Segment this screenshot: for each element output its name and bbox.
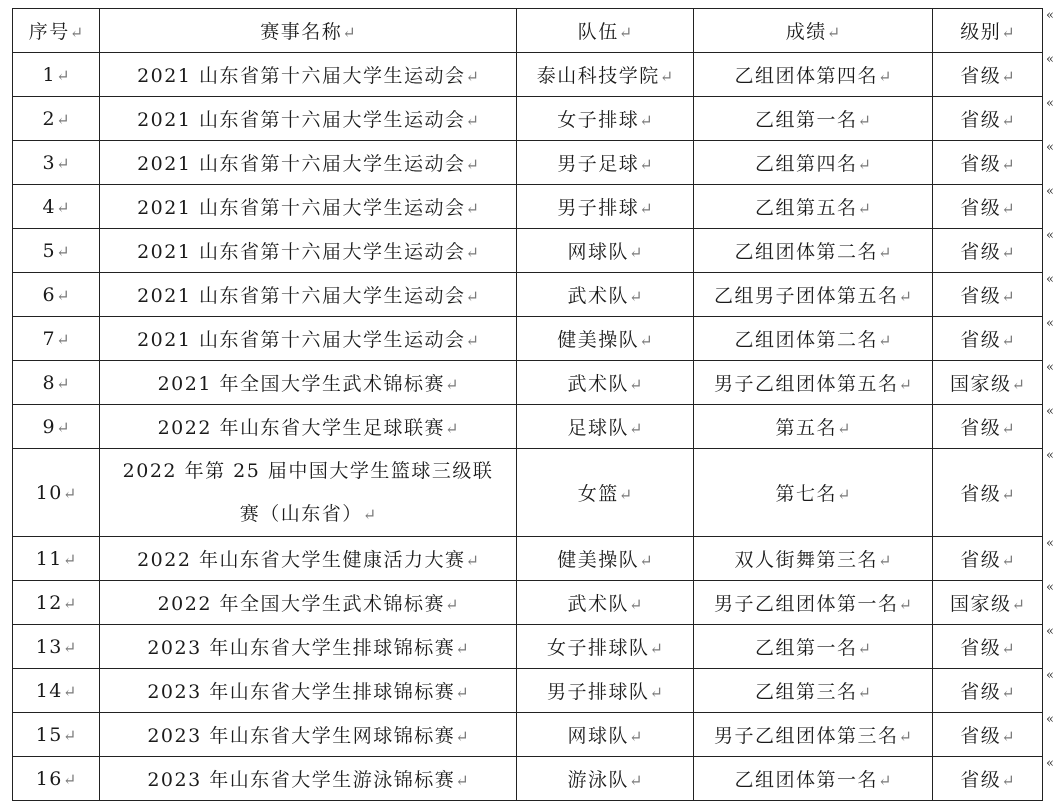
cell-team-text: 健美操队 [557, 549, 640, 571]
margin-mark-icon: « [1046, 52, 1054, 67]
paragraph-mark-icon: ↵ [465, 243, 479, 262]
paragraph-mark-icon: ↵ [362, 504, 377, 524]
cell-event-name [100, 449, 517, 537]
paragraph-mark-icon: ↵ [455, 727, 469, 746]
paragraph-mark-icon: ↵ [1001, 23, 1015, 42]
paragraph-mark-icon: ↵ [465, 199, 479, 218]
paragraph-mark-icon: ↵ [56, 197, 70, 217]
paragraph-mark-icon: ↵ [445, 419, 459, 438]
cell-result-text: 第五名 [775, 417, 838, 439]
cell-index [13, 581, 100, 625]
paragraph-mark-icon: ↵ [857, 199, 871, 218]
header-index [13, 9, 100, 53]
cell-level [933, 317, 1043, 361]
cell-level [933, 581, 1043, 625]
cell-event-name-text: 2022 年第 25 届中国大学生篮球三级联赛（山东省） [122, 459, 494, 525]
cell-level-text: 省级 [960, 483, 1002, 505]
cell-index-text: 12 [35, 591, 63, 614]
table-row [13, 625, 1043, 669]
paragraph-mark-icon: ↵ [618, 23, 633, 42]
cell-level-text: 省级 [960, 681, 1002, 703]
table-row [13, 273, 1043, 317]
cell-level [933, 141, 1043, 185]
paragraph-mark-icon: ↵ [56, 241, 70, 261]
paragraph-mark-icon: ↵ [639, 111, 653, 130]
cell-index [13, 141, 100, 185]
table-row [13, 449, 1043, 537]
margin-mark-icon: « [1046, 624, 1054, 639]
cell-level-text: 省级 [960, 725, 1002, 747]
header-team-text: 队伍 [577, 21, 619, 43]
table-row [13, 669, 1043, 713]
margin-mark-icon: « [1046, 360, 1054, 375]
cell-event-name [100, 229, 517, 273]
cell-level-text: 省级 [960, 197, 1002, 219]
paragraph-mark-icon: ↵ [62, 681, 77, 701]
paragraph-mark-icon: ↵ [1001, 485, 1015, 504]
cell-team [517, 625, 694, 669]
cell-result-text: 乙组团体第二名 [734, 241, 879, 263]
cell-level [933, 449, 1043, 537]
table-row [13, 53, 1043, 97]
cell-level [933, 757, 1043, 801]
cell-level [933, 273, 1043, 317]
paragraph-mark-icon: ↵ [878, 243, 892, 262]
cell-index [13, 669, 100, 713]
cell-level-text: 省级 [960, 329, 1002, 351]
paragraph-mark-icon: ↵ [1001, 771, 1015, 790]
cell-event-name-text: 2022 年山东省大学生足球联赛 [157, 417, 445, 439]
cell-team-text: 网球队 [567, 725, 630, 747]
table-row [13, 317, 1043, 361]
paragraph-mark-icon: ↵ [659, 67, 674, 86]
paragraph-mark-icon: ↵ [62, 483, 77, 503]
cell-team-text: 足球队 [567, 417, 630, 439]
paragraph-mark-icon: ↵ [878, 771, 892, 790]
paragraph-mark-icon: ↵ [1011, 375, 1025, 394]
paragraph-mark-icon: ↵ [342, 23, 356, 42]
cell-team-text: 男子排球 [557, 197, 640, 219]
paragraph-mark-icon: ↵ [837, 419, 851, 438]
paragraph-mark-icon: ↵ [629, 287, 643, 306]
cell-result-text: 男子乙组团体第一名 [714, 593, 899, 615]
paragraph-mark-icon: ↵ [1001, 639, 1015, 658]
paragraph-mark-icon: ↵ [878, 331, 892, 350]
cell-index [13, 757, 100, 801]
cell-team-text: 网球队 [567, 241, 630, 263]
paragraph-mark-icon: ↵ [56, 109, 70, 129]
cell-index [13, 229, 100, 273]
cell-event-name [100, 185, 517, 229]
cell-team-text: 男子足球 [557, 153, 640, 175]
cell-result [694, 53, 933, 97]
cell-level [933, 185, 1043, 229]
cell-index-text: 5 [42, 239, 57, 262]
competition-results-table [12, 8, 1043, 801]
cell-team [517, 273, 694, 317]
cell-result [694, 317, 933, 361]
cell-index [13, 185, 100, 229]
paragraph-mark-icon: ↵ [62, 725, 77, 745]
paragraph-mark-icon: ↵ [56, 329, 70, 349]
paragraph-mark-icon: ↵ [1001, 155, 1015, 174]
paragraph-mark-icon: ↵ [56, 65, 70, 85]
paragraph-mark-icon: ↵ [618, 485, 633, 504]
paragraph-mark-icon: ↵ [649, 683, 663, 702]
table-row [13, 581, 1043, 625]
cell-index [13, 317, 100, 361]
paragraph-mark-icon: ↵ [1001, 199, 1015, 218]
cell-event-name [100, 713, 517, 757]
cell-level-text: 省级 [960, 285, 1002, 307]
cell-team [517, 537, 694, 581]
cell-team-text: 武术队 [567, 593, 630, 615]
cell-team-text: 女篮 [577, 483, 619, 505]
paragraph-mark-icon: ↵ [629, 595, 643, 614]
cell-event-name-text: 2022 年全国大学生武术锦标赛 [157, 593, 445, 615]
cell-level [933, 669, 1043, 713]
cell-team [517, 449, 694, 537]
cell-level-text: 省级 [960, 549, 1002, 571]
paragraph-mark-icon: ↵ [455, 683, 469, 702]
cell-level [933, 53, 1043, 97]
header-event-name [100, 9, 517, 53]
cell-index [13, 625, 100, 669]
paragraph-mark-icon: ↵ [649, 639, 663, 658]
paragraph-mark-icon: ↵ [62, 637, 77, 657]
paragraph-mark-icon: ↵ [1001, 331, 1015, 350]
cell-result-text: 乙组团体第一名 [734, 769, 879, 791]
paragraph-mark-icon: ↵ [465, 287, 479, 306]
cell-event-name-text: 2021 山东省第十六届大学生运动会 [137, 329, 466, 351]
cell-level [933, 97, 1043, 141]
cell-team-text: 武术队 [567, 285, 630, 307]
paragraph-mark-icon: ↵ [62, 769, 77, 789]
cell-event-name-text: 2023 年山东省大学生排球锦标赛 [147, 681, 456, 703]
cell-result [694, 669, 933, 713]
paragraph-mark-icon: ↵ [1001, 683, 1015, 702]
cell-result-text: 乙组团体第四名 [734, 65, 879, 87]
cell-result [694, 581, 933, 625]
cell-index-text: 2 [42, 107, 57, 130]
header-event-name-text: 赛事名称 [260, 21, 343, 43]
cell-event-name [100, 757, 517, 801]
cell-result-text: 乙组第五名 [755, 197, 858, 219]
cell-result-text: 乙组第三名 [755, 681, 858, 703]
margin-mark-icon: « [1046, 228, 1054, 243]
paragraph-mark-icon: ↵ [445, 595, 459, 614]
margin-mark-icon: « [1046, 404, 1054, 419]
cell-index [13, 713, 100, 757]
margin-mark-icon: « [1046, 712, 1054, 727]
cell-index [13, 361, 100, 405]
cell-result-text: 第七名 [775, 483, 838, 505]
cell-result-text: 男子乙组团体第五名 [714, 373, 899, 395]
cell-event-name [100, 53, 517, 97]
paragraph-mark-icon: ↵ [62, 549, 77, 569]
header-team [517, 9, 694, 53]
paragraph-mark-icon: ↵ [1001, 419, 1015, 438]
table-row [13, 537, 1043, 581]
cell-level-text: 国家级 [950, 593, 1012, 615]
cell-index-text: 8 [42, 371, 57, 394]
cell-level-text: 省级 [960, 417, 1002, 439]
paragraph-mark-icon: ↵ [465, 67, 479, 86]
cell-level [933, 713, 1043, 757]
cell-event-name-text: 2021 年全国大学生武术锦标赛 [157, 373, 445, 395]
cell-team [517, 405, 694, 449]
paragraph-mark-icon: ↵ [857, 155, 871, 174]
cell-team-text: 健美操队 [557, 329, 640, 351]
cell-team [517, 229, 694, 273]
cell-result-text: 乙组团体第二名 [734, 329, 879, 351]
paragraph-mark-icon: ↵ [1001, 551, 1015, 570]
cell-result-text: 乙组第一名 [755, 109, 858, 131]
cell-event-name-text: 2023 年山东省大学生游泳锦标赛 [147, 769, 456, 791]
header-level-text: 级别 [960, 21, 1002, 43]
cell-result [694, 449, 933, 537]
cell-index [13, 537, 100, 581]
cell-index-text: 14 [35, 679, 63, 702]
cell-team [517, 53, 694, 97]
cell-event-name-text: 2021 山东省第十六届大学生运动会 [137, 197, 466, 219]
cell-event-name-text: 2021 山东省第十六届大学生运动会 [137, 241, 466, 263]
cell-index-text: 10 [35, 481, 63, 504]
paragraph-mark-icon: ↵ [878, 67, 892, 86]
paragraph-mark-icon: ↵ [465, 111, 479, 130]
cell-index [13, 97, 100, 141]
paragraph-mark-icon: ↵ [1001, 727, 1015, 746]
cell-level-text: 省级 [960, 109, 1002, 131]
cell-result [694, 185, 933, 229]
cell-result [694, 141, 933, 185]
header-level [933, 9, 1043, 53]
paragraph-mark-icon: ↵ [639, 199, 653, 218]
cell-result [694, 757, 933, 801]
cell-team [517, 97, 694, 141]
cell-result [694, 405, 933, 449]
paragraph-mark-icon: ↵ [1001, 243, 1015, 262]
cell-result-text: 乙组男子团体第五名 [714, 285, 899, 307]
cell-level-text: 省级 [960, 153, 1002, 175]
cell-index [13, 53, 100, 97]
cell-team [517, 669, 694, 713]
cell-event-name [100, 273, 517, 317]
cell-event-name [100, 317, 517, 361]
paragraph-mark-icon: ↵ [1001, 111, 1015, 130]
cell-team-text: 泰山科技学院 [536, 65, 660, 87]
cell-level [933, 625, 1043, 669]
paragraph-mark-icon: ↵ [639, 551, 653, 570]
header-row [13, 9, 1043, 53]
cell-index [13, 449, 100, 537]
cell-team-text: 武术队 [567, 373, 630, 395]
cell-team [517, 713, 694, 757]
cell-index-text: 3 [42, 151, 57, 174]
table-row [13, 97, 1043, 141]
paragraph-mark-icon: ↵ [56, 153, 70, 173]
cell-level-text: 省级 [960, 65, 1002, 87]
paragraph-mark-icon: ↵ [898, 375, 912, 394]
cell-event-name-text: 2023 年山东省大学生排球锦标赛 [147, 637, 456, 659]
paragraph-mark-icon: ↵ [1011, 595, 1025, 614]
cell-level-text: 省级 [960, 637, 1002, 659]
cell-team [517, 185, 694, 229]
paragraph-mark-icon: ↵ [898, 595, 912, 614]
paragraph-mark-icon: ↵ [629, 419, 643, 438]
cell-event-name [100, 669, 517, 713]
cell-event-name-text: 2023 年山东省大学生网球锦标赛 [147, 725, 456, 747]
paragraph-mark-icon: ↵ [56, 285, 70, 305]
header-result-text: 成绩 [785, 21, 827, 43]
cell-index-text: 16 [35, 767, 63, 790]
table-row [13, 405, 1043, 449]
cell-result [694, 229, 933, 273]
margin-mark-icon: « [1046, 184, 1054, 199]
cell-event-name-text: 2021 山东省第十六届大学生运动会 [137, 285, 466, 307]
margin-mark-icon: « [1046, 96, 1054, 111]
cell-team [517, 317, 694, 361]
cell-event-name [100, 361, 517, 405]
cell-index-text: 15 [35, 723, 63, 746]
cell-event-name [100, 97, 517, 141]
paragraph-mark-icon: ↵ [1001, 287, 1015, 306]
margin-mark-icon: « [1046, 580, 1054, 595]
cell-level [933, 405, 1043, 449]
cell-result [694, 713, 933, 757]
cell-result [694, 625, 933, 669]
margin-mark-icon: « [1046, 448, 1054, 463]
margin-mark-icon: « [1046, 536, 1054, 551]
paragraph-mark-icon: ↵ [837, 485, 851, 504]
header-index-text: 序号 [28, 21, 70, 43]
paragraph-mark-icon: ↵ [1001, 67, 1015, 86]
paragraph-mark-icon: ↵ [857, 683, 871, 702]
cell-index-text: 4 [42, 195, 57, 218]
margin-mark-icon: « [1046, 756, 1054, 771]
cell-result [694, 537, 933, 581]
cell-index-text: 1 [42, 63, 57, 86]
paragraph-mark-icon: ↵ [629, 771, 643, 790]
cell-event-name [100, 625, 517, 669]
cell-index-text: 13 [35, 635, 63, 658]
paragraph-mark-icon: ↵ [56, 373, 70, 393]
paragraph-mark-icon: ↵ [455, 771, 469, 790]
cell-index-text: 9 [42, 415, 57, 438]
paragraph-mark-icon: ↵ [898, 287, 912, 306]
cell-result [694, 361, 933, 405]
cell-team [517, 757, 694, 801]
paragraph-mark-icon: ↵ [898, 727, 912, 746]
paragraph-mark-icon: ↵ [629, 243, 643, 262]
cell-event-name-text: 2021 山东省第十六届大学生运动会 [137, 65, 466, 87]
cell-event-name [100, 405, 517, 449]
cell-level [933, 361, 1043, 405]
cell-index-text: 7 [42, 327, 57, 350]
cell-result-text: 男子乙组团体第三名 [714, 725, 899, 747]
paragraph-mark-icon: ↵ [455, 639, 469, 658]
table-row [13, 757, 1043, 801]
cell-result [694, 273, 933, 317]
header-result [694, 9, 933, 53]
paragraph-mark-icon: ↵ [69, 23, 84, 42]
margin-mark-icon: « [1046, 272, 1054, 287]
paragraph-mark-icon: ↵ [465, 551, 479, 570]
margin-mark-icon: « [1046, 668, 1054, 683]
margin-mark-icon: « [1046, 140, 1054, 155]
table-row [13, 361, 1043, 405]
paragraph-mark-icon: ↵ [465, 155, 479, 174]
cell-team [517, 141, 694, 185]
paragraph-mark-icon: ↵ [857, 111, 871, 130]
cell-index [13, 273, 100, 317]
paragraph-mark-icon: ↵ [62, 593, 77, 613]
cell-result [694, 97, 933, 141]
paragraph-mark-icon: ↵ [445, 375, 459, 394]
paragraph-mark-icon: ↵ [629, 375, 643, 394]
paragraph-mark-icon: ↵ [878, 551, 892, 570]
margin-mark-icon: « [1046, 316, 1054, 331]
cell-team-text: 游泳队 [567, 769, 630, 791]
cell-event-name-text: 2021 山东省第十六届大学生运动会 [137, 153, 466, 175]
cell-level-text: 国家级 [950, 373, 1012, 395]
table-row [13, 185, 1043, 229]
table-row [13, 229, 1043, 273]
cell-event-name [100, 581, 517, 625]
cell-event-name-text: 2022 年山东省大学生健康活力大赛 [137, 549, 466, 571]
cell-team-text: 女子排球队 [547, 637, 650, 659]
margin-mark-icon: « [1046, 8, 1054, 23]
cell-level-text: 省级 [960, 241, 1002, 263]
cell-result-text: 乙组第四名 [755, 153, 858, 175]
cell-team [517, 581, 694, 625]
cell-level [933, 537, 1043, 581]
paragraph-mark-icon: ↵ [56, 417, 70, 437]
cell-event-name [100, 141, 517, 185]
table-row [13, 141, 1043, 185]
paragraph-mark-icon: ↵ [857, 639, 871, 658]
cell-level [933, 229, 1043, 273]
paragraph-mark-icon: ↵ [629, 727, 643, 746]
cell-index-text: 11 [35, 547, 63, 570]
paragraph-mark-icon: ↵ [826, 23, 841, 42]
cell-team-text: 男子排球队 [547, 681, 650, 703]
cell-level-text: 省级 [960, 769, 1002, 791]
cell-team [517, 361, 694, 405]
cell-team-text: 女子排球 [557, 109, 640, 131]
paragraph-mark-icon: ↵ [639, 155, 653, 174]
cell-event-name [100, 537, 517, 581]
paragraph-mark-icon: ↵ [465, 331, 479, 350]
cell-index [13, 405, 100, 449]
cell-event-name-text: 2021 山东省第十六届大学生运动会 [137, 109, 466, 131]
paragraph-mark-icon: ↵ [639, 331, 653, 350]
cell-result-text: 双人街舞第三名 [734, 549, 879, 571]
table-row [13, 713, 1043, 757]
cell-result-text: 乙组第一名 [755, 637, 858, 659]
cell-index-text: 6 [42, 283, 57, 306]
